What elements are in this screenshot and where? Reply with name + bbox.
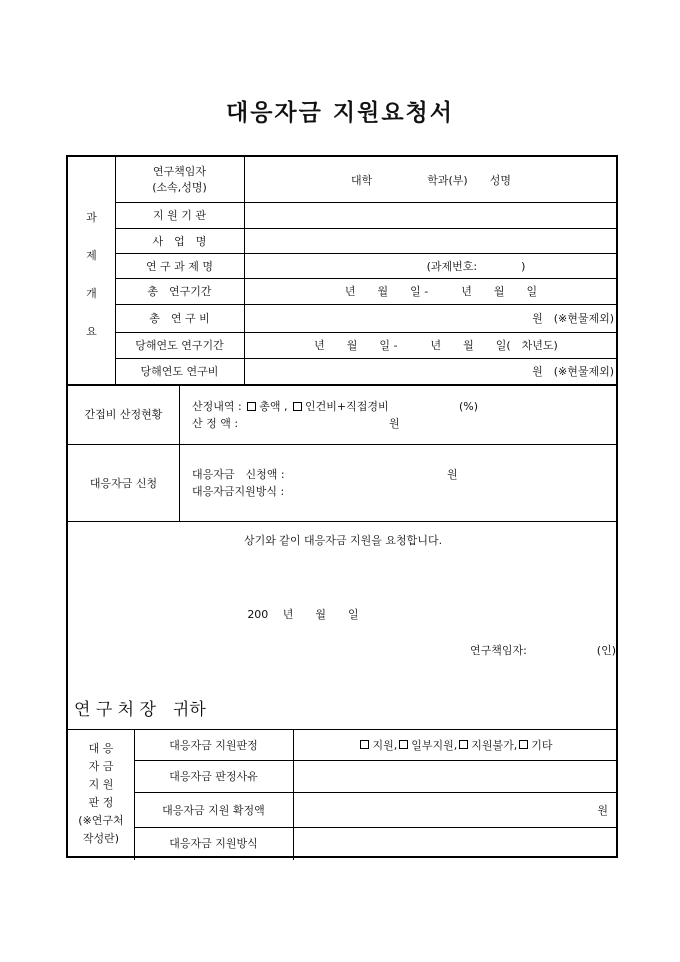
checkbox-no-support[interactable] — [459, 740, 468, 749]
label-project-name: 사 업 명 — [152, 234, 207, 248]
label-total-cost: 총 연 구 비 — [149, 312, 210, 325]
support-decision-options: 지원, 일부지원, 지원불가, 기타 — [293, 729, 618, 760]
value-decision-reason[interactable] — [293, 760, 618, 792]
value-support-agency[interactable] — [244, 202, 618, 228]
label-current-year-cost: 당해연도 연구비 — [140, 365, 219, 378]
value-project-name[interactable] — [244, 228, 618, 253]
indirect-cost-details: 산정내역 : 총액 , 인건비+직접경비 (%) 산 정 액 : 원 — [192, 400, 479, 430]
checkbox-partial-support[interactable] — [399, 740, 408, 749]
overview-side-label: 과 제 개 요 — [86, 211, 97, 338]
value-principal-investigator[interactable]: 대학 학과(부) 성명 — [351, 173, 511, 187]
value-support-method[interactable] — [293, 827, 618, 858]
label-current-year-period: 당해연도 연구기간 — [135, 339, 224, 352]
label-research-title: 연 구 과 제 명 — [145, 259, 214, 273]
request-date[interactable]: 200 년 월 일 — [247, 608, 359, 621]
value-confirmed-amount[interactable]: 원 — [597, 803, 608, 817]
label-principal-investigator: 연구책임자 (소속,성명) — [152, 164, 207, 194]
document-title: 대응자금 지원요청서 — [226, 100, 454, 126]
request-statement: 상기와 같이 대응자금 지원을 요청합니다. — [243, 534, 443, 547]
addressee: 연 구 처 장 귀하 — [74, 699, 206, 720]
checkbox-other[interactable] — [519, 740, 528, 749]
label-support-method: 대응자금 지원방식 — [169, 836, 258, 850]
label-confirmed-amount: 대응자금 지원 확정액 — [162, 803, 265, 817]
label-total-period: 총 연구기간 — [147, 285, 212, 298]
label-matching-fund-application: 대응자금 신청 — [89, 476, 158, 490]
request-form-table — [66, 155, 618, 858]
checkbox-total[interactable] — [247, 402, 256, 411]
checkbox-labor-direct[interactable] — [293, 402, 302, 411]
request-seal: (인) — [596, 644, 616, 657]
checkbox-support[interactable] — [360, 740, 369, 749]
label-indirect-cost: 간접비 산정현황 — [84, 408, 163, 421]
decision-side-label: 대 응 자 금 지 원 판 정 (※연구처 작성란) — [78, 742, 124, 845]
value-total-period[interactable]: 년 월 일 - 년 월 일 — [344, 285, 538, 298]
value-current-year-cost[interactable]: 원 (※현물제외) — [532, 365, 614, 378]
value-total-cost[interactable]: 원 (※현물제외) — [532, 312, 614, 325]
value-research-title[interactable]: (과제번호: ) — [426, 259, 526, 273]
label-decision-reason: 대응자금 판정사유 — [169, 770, 258, 783]
request-signer: 연구책임자: — [470, 644, 527, 657]
value-current-year-period[interactable]: 년 월 일 - 년 월 일( 차년도) — [314, 339, 558, 352]
matching-fund-application-details: 대응자금 신청액 : 원 대응자금지원방식 : — [192, 468, 458, 498]
label-support-decision: 대응자금 지원판정 — [169, 738, 258, 752]
label-support-agency: 지 원 기 관 — [153, 209, 206, 222]
